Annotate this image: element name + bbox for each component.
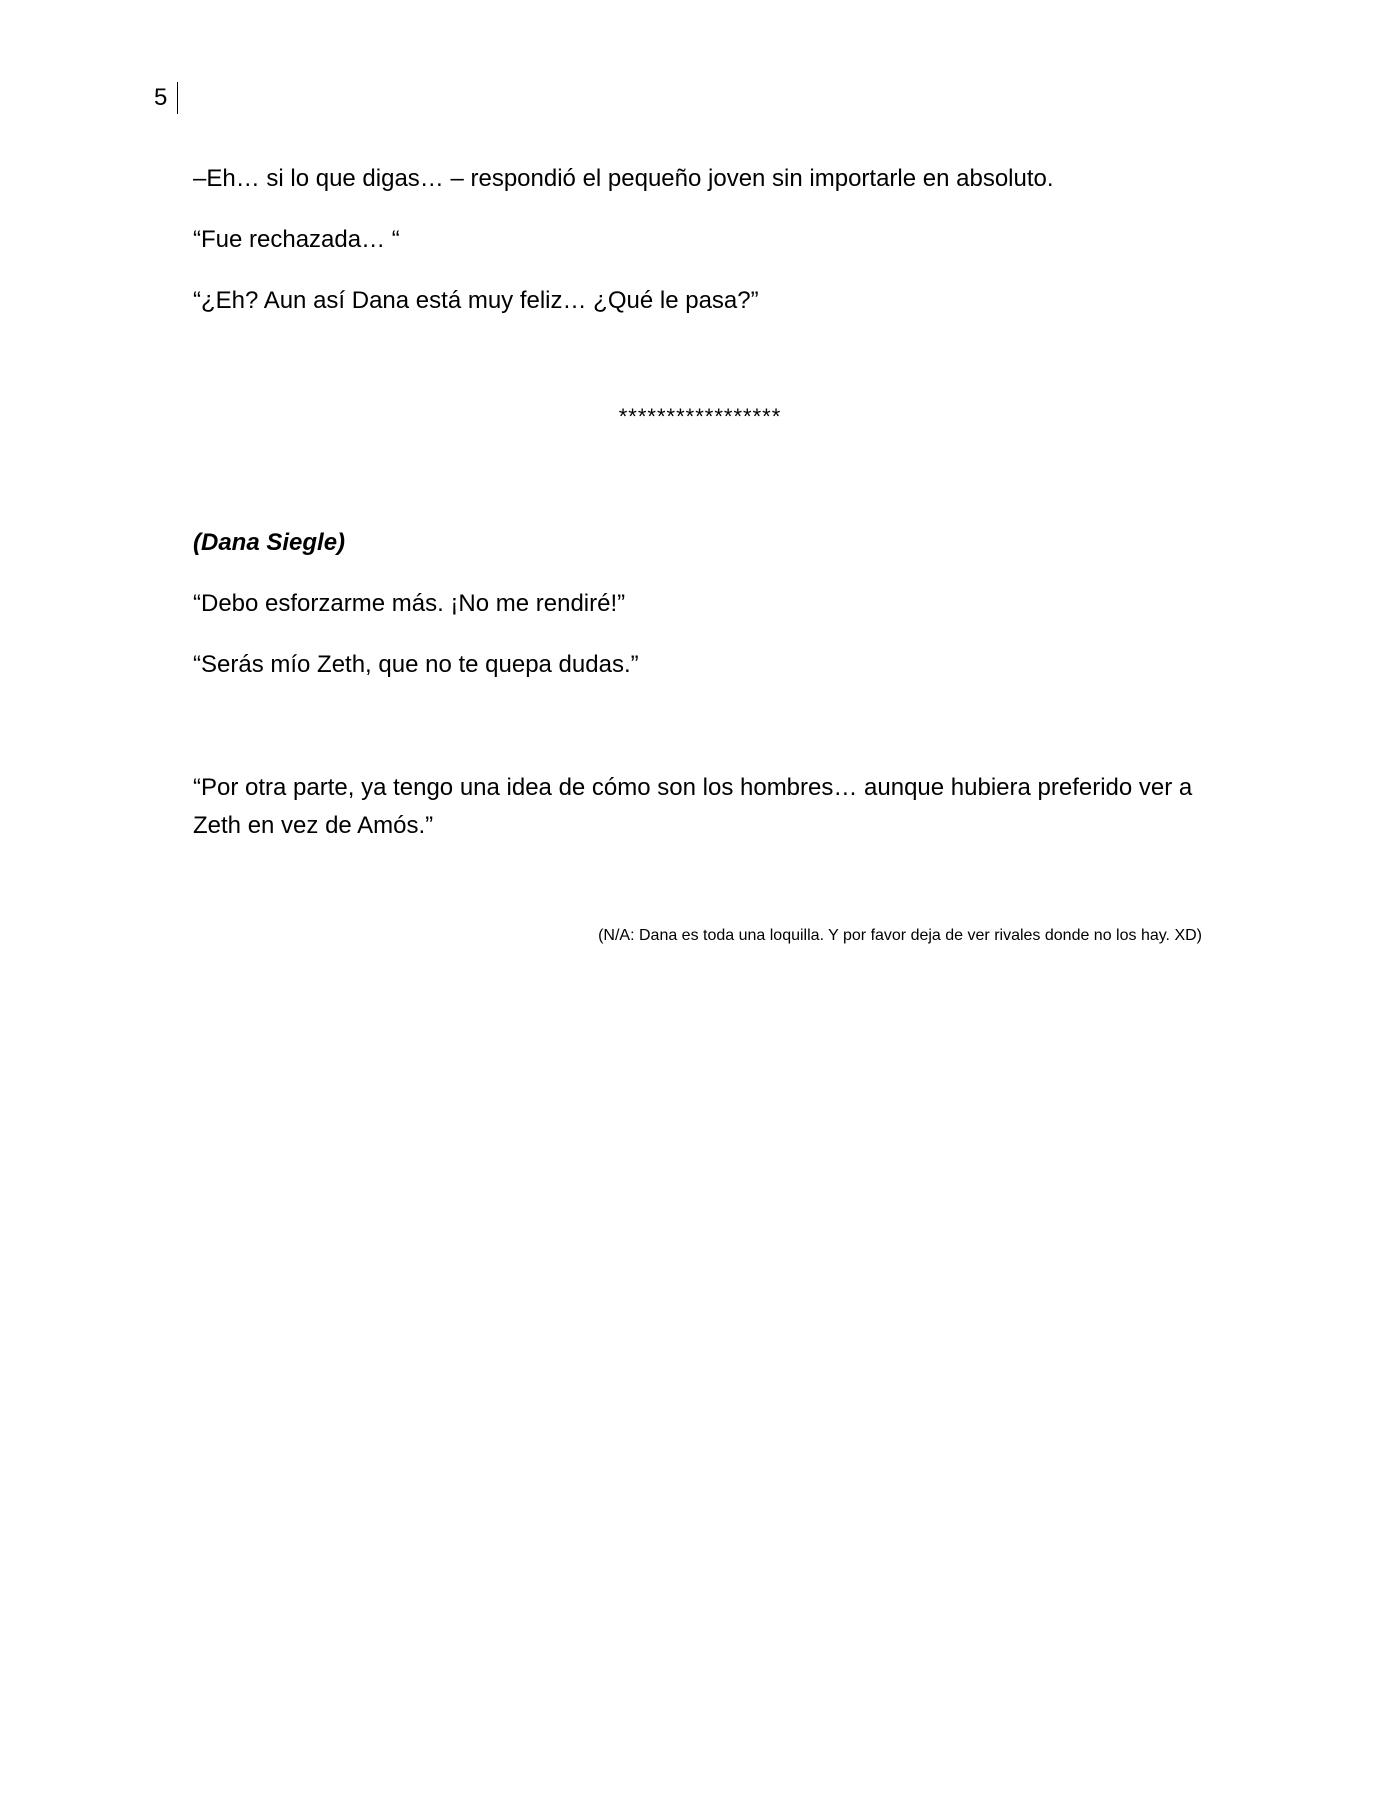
paragraph: “¿Eh? Aun así Dana está muy feliz… ¿Qué le pasa?” (193, 287, 759, 314)
page-number: 5 (154, 82, 178, 114)
paragraph: “Debo esforzarme más. ¡No me rendiré!” (193, 590, 626, 617)
scene-separator: ***************** (618, 404, 782, 429)
section-heading: (Dana Siegle) (193, 529, 346, 556)
paragraph: “Serás mío Zeth, que no te quepa dudas.” (193, 651, 639, 678)
paragraph: –Eh… si lo que digas… – respondió el pequeño joven sin importarle en absoluto. (193, 165, 1054, 192)
paragraph: “Por otra parte, ya tengo una idea de cómo son los hombres… aunque hubiera preferido ver a Zeth en vez de Amós.” (193, 774, 1193, 839)
paragraph: “Fue rechazada… “ (193, 226, 400, 253)
author-note: (N/A: Dana es toda una loquilla. Y por favor deja de ver rivales donde no los hay. XD) (598, 927, 1202, 944)
